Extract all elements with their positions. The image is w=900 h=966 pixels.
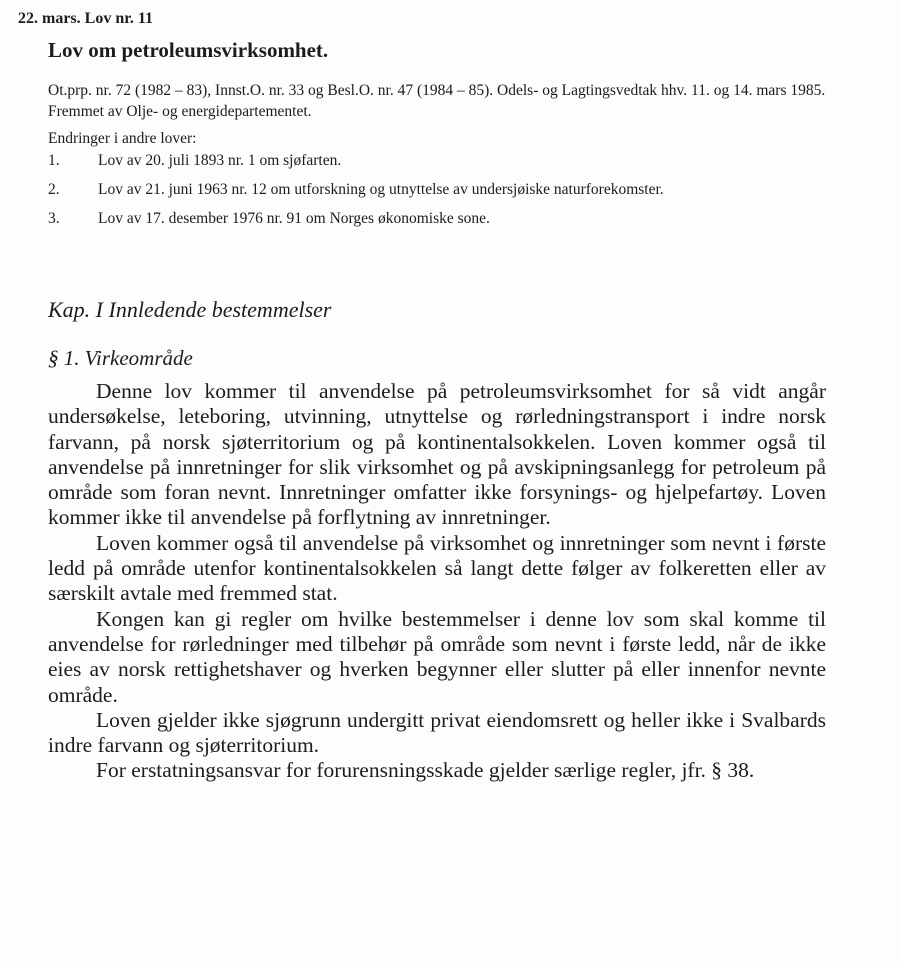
changes-list [48, 150, 848, 237]
chapter-title: Kap. I Innledende bestemmelser [48, 297, 332, 322]
law-metadata: Ot.prp. nr. 72 (1982 – 83), Innst.O. nr. 33 og Besl.O. nr. 47 (1984 – 85). Odels- og Lagtingsvedtak hhv. 11. og 14. mars 1985. Fremmet av Olje- og energidepartementet. [48, 82, 826, 120]
paragraph: Loven kommer også til anvendelse på virksomhet og innretninger som nevnt i første ledd på område utenfor kontinentalsokkelen så langt dette følger av folkeretten eller av særskilt avtale med fremmed stat. [48, 530, 826, 606]
list-item-number: 2. [48, 181, 60, 198]
paragraph: Denne lov kommer til anvendelse på petroleumsvirksomhet for så vidt angår undersøkelse, leteboring, utvinning, utnyttelse og rørledningstransport i indre norsk farvann, på norsk sjøterritorium og på kontinentalsokkelen. Loven kommer også til anvendelse på innretninger for slik virksomhet og på avskipningsanlegg for petroleum på område som foran nevnt. Innretninger omfatter ikke forsynings- og hjelpefartøy. Loven kommer ikke til anvendelse på forflytning av innretninger. [48, 379, 826, 530]
paragraph: Kongen kan gi regler om hvilke bestemmelser i denne lov som skal komme til anvendelse for rørledninger med tilbehør på område som nevnt i første ledd, når de ikke eies av norsk rettighetshaver og hverken begynner eller slutter på eller innenfor nevnte område. [48, 606, 826, 707]
paragraph: Loven gjelder ikke sjøgrunn undergitt privat eiendomsrett og heller ikke i Svalbards indre farvann og sjøterritorium. [48, 707, 826, 758]
list-item-text: Lov av 17. desember 1976 nr. 91 om Norges økonomiske sone. [98, 210, 490, 227]
running-head: 22. mars. Lov nr. 11 [18, 10, 153, 27]
section-title: § 1. Virkeområde [48, 346, 193, 370]
list-item-text: Lov av 20. juli 1893 nr. 1 om sjøfarten. [98, 152, 342, 169]
section-body [48, 379, 826, 784]
list-item [48, 179, 848, 200]
law-title: Lov om petroleumsvirksomhet. [48, 38, 329, 62]
list-item [48, 150, 848, 171]
paragraph: For erstatningsansvar for forurensningsskade gjelder særlige regler, jfr. § 38. [96, 758, 755, 783]
list-item [48, 208, 848, 229]
list-item-text: Lov av 21. juni 1963 nr. 12 om utforskning og utnyttelse av undersjøiske naturforekomster. [98, 181, 664, 198]
list-item-number: 3. [48, 210, 60, 227]
list-item-number: 1. [48, 152, 60, 169]
changes-heading: Endringer i andre lover: [48, 130, 197, 147]
